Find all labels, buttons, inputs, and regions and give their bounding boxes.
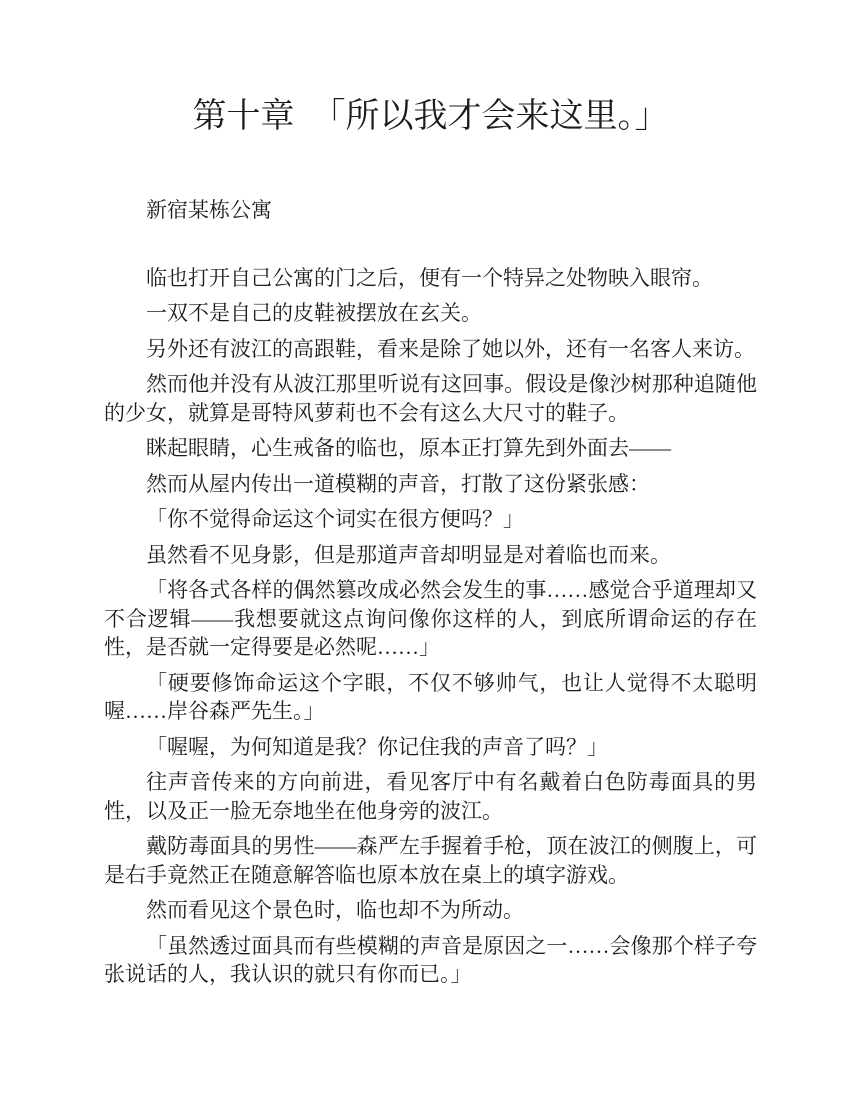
paragraph: 临也打开自己公寓的门之后，便有一个特异之处物映入眼帘。 — [146, 265, 713, 290]
paragraph: 然而他并没有从波江那里听说有这回事。假设是像沙树那种追随他的少女，就算是哥特风萝莉也不会有这么大尺寸的鞋子。 — [104, 372, 757, 425]
paragraph: 「将各式各样的偶然篡改成必然会发生的事……感觉合乎道理却又不合逻辑——我想要就这点询问像你这样的人，到底所谓命运的存在性，是否就一定得要是必然呢……」 — [104, 578, 757, 659]
chapter-title: 第十章 「所以我才会来这里。」 — [192, 98, 669, 135]
paragraph: 一双不是自己的皮鞋被摆放在玄关。 — [146, 301, 482, 325]
paragraph: 然而从屋内传出一道模糊的声音，打散了这份紧张感： — [146, 471, 650, 496]
location-line: 新宿某栋公寓 — [146, 198, 272, 222]
paragraph: 「你不觉得命运这个词实在很方便吗？」 — [146, 507, 524, 531]
paragraph: 「硬要修饰命运这个字眼，不仅不够帅气，也让人觉得不太聪明喔……岸谷森严先生。」 — [104, 670, 757, 723]
paragraph: 另外还有波江的高跟鞋，看来是除了她以外，还有一名客人来访。 — [146, 336, 755, 361]
paragraph: 戴防毒面具的男性——森严左手握着手枪，顶在波江的侧腹上，可是右手竟然正在随意解答临也原本放在桌上的填字游戏。 — [104, 834, 757, 887]
paragraph: 「喔喔，为何知道是我？你记住我的声音了吗？」 — [146, 734, 608, 759]
paragraph: 「虽然透过面具而有些模糊的声音是原因之一……会像那个样子夸张说话的人，我认识的就只有你而已。」 — [104, 933, 757, 986]
paragraph: 眯起眼睛，心生戒备的临也，原本正打算先到外面去—— — [146, 436, 671, 460]
paragraph: 然而看见这个景色时，临也却不为所动。 — [146, 898, 524, 922]
paragraph: 往声音传来的方向前进，看见客厅中有名戴着白色防毒面具的男性，以及正一脸无奈地坐在他身旁的波江。 — [104, 770, 757, 823]
paragraph: 虽然看不见身影，但是那道声音却明显是对着临也而来。 — [146, 542, 671, 567]
